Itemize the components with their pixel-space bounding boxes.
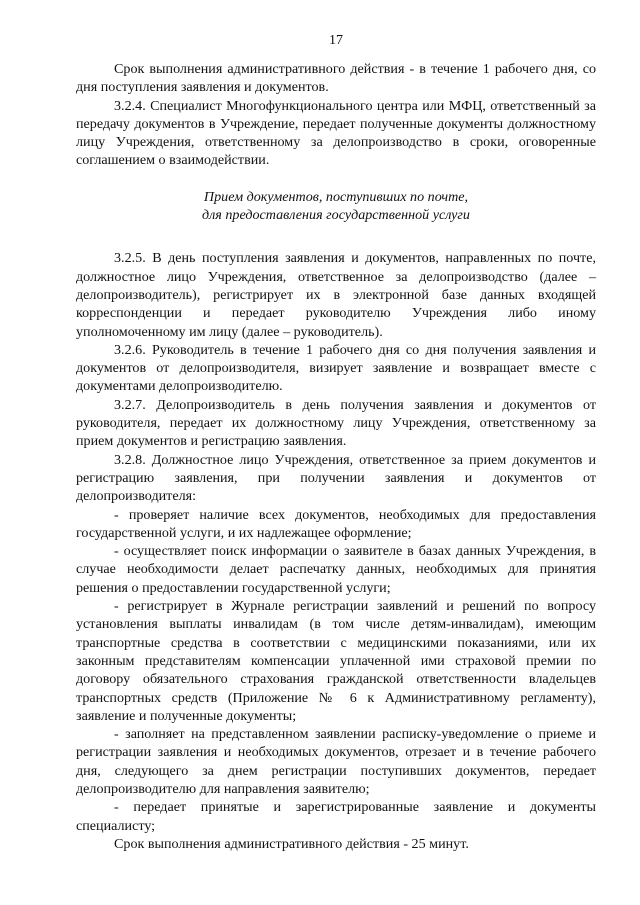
document-body bbox=[76, 60, 596, 853]
document-page bbox=[76, 0, 596, 905]
paragraph-deadline-25-min: Срок выполнения административного действия - 25 минут. bbox=[114, 835, 469, 852]
paragraph-3-2-5: 3.2.5. В день поступления заявления и документов, направленных по почте, должностное лицо Учреждения, ответственное за делопроизводство (далее – делопроизводитель), регистрирует их в электронной базе данных входящей корреспонденции и передает руководителю Учреждения либо иному уполномоченному им лицу (далее – руководитель). bbox=[76, 250, 596, 340]
list-item-search-info: - осуществляет поиск информации о заявителе в базах данных Учреждения, в случае необходимости делает распечатку данных, необходимых для принятия решения о предоставлении государственной услуги; bbox=[76, 543, 596, 596]
page-number: 17 bbox=[329, 33, 343, 48]
paragraph-3-2-6: 3.2.6. Руководитель в течение 1 рабочего дня со дня получения заявления и документов от делопроизводителя, визирует заявление и возвращает вместе с документами делопроизводителю. bbox=[76, 341, 596, 395]
section-heading bbox=[76, 188, 596, 225]
list-item-transfer-specialist: - передает принятые и зарегистрированные заявление и документы специалисту; bbox=[76, 799, 596, 834]
paragraph-3-2-8: 3.2.8. Должностное лицо Учреждения, ответственное за прием документов и регистрацию заявления, при получении заявления и документов от делопроизводителя: bbox=[76, 451, 596, 505]
list-item-check-documents: - проверяет наличие всех документов, необходимых для предоставления государственной услуги, и их надлежащее оформление; bbox=[76, 506, 596, 541]
list-item-register-journal: - регистрирует в Журнале регистрации заявлений и решений по вопросу установления выплаты инвалидам (в том числе детям-инвалидам), имеющим транспортные средства в соответствии с медицинскими показаниями, или их законным представителям компенсации уплаченной ими страховой премии по договору обязательного страхования гражданской ответственности владельцев транспортных средств (Приложение № 6 к Административному регламенту), заявление и полученные документы; bbox=[76, 598, 596, 724]
paragraph-deadline-1: Срок выполнения административного действия - в течение 1 рабочего дня, со дня поступления заявления и документов. bbox=[76, 61, 596, 96]
paragraph-3-2-7: 3.2.7. Делопроизводитель в день получения заявления и документов от руководителя, передает их должностному лицу Учреждения, ответственному за прием документов и регистрацию заявления. bbox=[76, 396, 596, 450]
heading-spacer bbox=[76, 242, 596, 249]
section-heading-line-2: для предоставления государственной услуги bbox=[202, 207, 470, 224]
list-item-fill-receipt: - заполняет на представленном заявлении расписку-уведомление о приеме и регистрации заявления и необходимых документов, отрезает и в течение рабочего дня, следующего за днем регистрации поступивших документов, передает делопроизводителю для направления заявителю; bbox=[76, 726, 596, 797]
paragraph-3-2-4: 3.2.4. Специалист Многофункционального центра или МФЦ, ответственный за передачу документов в Учреждение, передает полученные документы должностному лицу Учреждения, ответственному за делопроизводство в сроки, оговоренные соглашением о взаимодействии. bbox=[76, 97, 596, 169]
section-heading-line-1: Прием документов, поступивших по почте, bbox=[203, 188, 469, 205]
